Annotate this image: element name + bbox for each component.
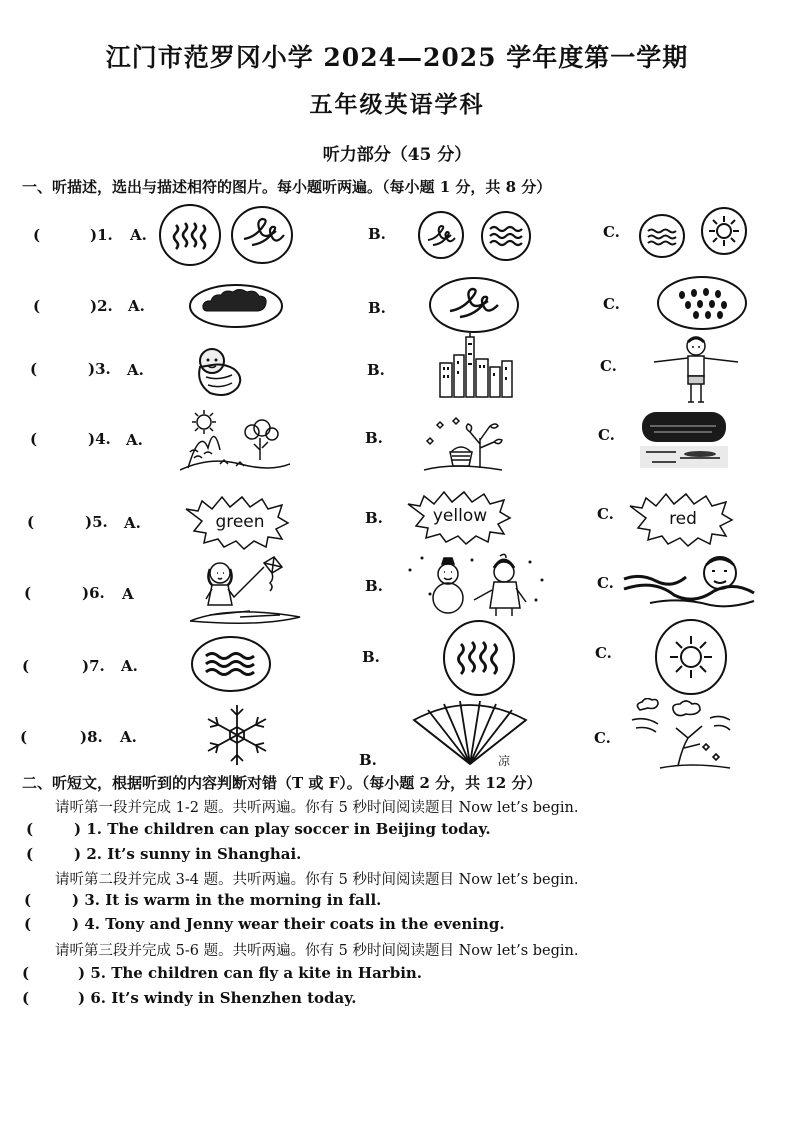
section1-heading: 一、听描述，选出与描述相符的图片。每小题听两遍。（每小题 1 分，共 8 分）	[22, 178, 552, 196]
option-b-label: B.	[368, 225, 386, 243]
snowman-icon	[400, 550, 550, 618]
question-number: )6.	[82, 584, 105, 602]
page-title: 江门市范罗冈小学 2024—2025 学年度第一学期	[105, 43, 689, 72]
option-b-label: B.	[365, 429, 383, 447]
wrapped-baby-icon	[192, 345, 244, 399]
answer-blank-open[interactable]: (	[30, 360, 38, 378]
wind-icon	[230, 205, 294, 265]
option-b-label: B.	[359, 751, 377, 769]
tf-question-4	[24, 915, 505, 933]
option-a-label: A	[122, 585, 134, 603]
option-a-label: A.	[126, 431, 143, 449]
city-skyline-icon	[436, 333, 516, 399]
option-c-label: C.	[603, 295, 620, 313]
option-a-label: A.	[130, 226, 147, 244]
question-number: )7.	[82, 657, 105, 675]
option-a-label: A.	[124, 514, 141, 532]
answer-blank-open[interactable]: (	[26, 845, 34, 863]
option-b-label: B.	[362, 648, 380, 666]
tf-question-1	[26, 820, 491, 838]
rain-lines-icon	[441, 618, 517, 698]
answer-blank-open[interactable]: (	[22, 989, 30, 1007]
option-c-label: C.	[595, 644, 612, 662]
snowflake-icon	[190, 703, 284, 767]
option-b-label: B.	[365, 577, 383, 595]
swimmer-icon	[620, 553, 758, 613]
sun-icon	[700, 206, 748, 256]
option-c-label: C.	[600, 357, 617, 375]
answer-blank-open[interactable]: (	[33, 226, 41, 244]
leaf-color-label: green	[215, 512, 265, 532]
option-a-label: A.	[127, 361, 144, 379]
tf-question-text: ) 2. It’s sunny in Shanghai.	[74, 845, 302, 863]
option-c-label: C.	[597, 505, 614, 523]
option-a-label: A.	[128, 297, 145, 315]
question-number: )1.	[90, 226, 113, 244]
spring-scene-icon	[180, 408, 290, 478]
leaf-color-label: red	[669, 509, 697, 529]
listening-instruction: 请听第一段并完成 1-2 题。共听两遍。你有 5 秒时间阅读题目 Now let’s begin.	[55, 800, 579, 816]
option-b-label: B.	[368, 299, 386, 317]
answer-blank-open[interactable]: (	[22, 657, 30, 675]
option-a-label: A.	[120, 728, 137, 746]
sun-icon	[654, 618, 728, 696]
tf-question-6	[22, 989, 356, 1007]
option-c-label: C.	[594, 729, 611, 747]
answer-blank-open[interactable]: (	[24, 915, 32, 933]
option-c-label: C.	[598, 426, 615, 444]
answer-blank-open[interactable]: (	[20, 728, 28, 746]
answer-blank-open[interactable]: (	[30, 430, 38, 448]
answer-blank-open[interactable]: (	[27, 513, 35, 531]
answer-blank-open[interactable]: (	[22, 964, 30, 982]
question-number: )3.	[88, 360, 111, 378]
answer-blank-open[interactable]: (	[33, 297, 41, 315]
fan-icon	[410, 700, 530, 766]
night-scene-icon	[640, 408, 728, 470]
option-b-label: B.	[367, 361, 385, 379]
listening-instruction: 请听第三段并完成 5-6 题。共听两遍。你有 5 秒时间阅读题目 Now let’s begin.	[55, 943, 579, 959]
tf-question-text: ) 6. It’s windy in Shenzhen today.	[78, 989, 357, 1007]
windy-tree-icon	[630, 698, 742, 770]
rain-lines-icon	[158, 203, 222, 267]
girl-kite-icon	[190, 555, 302, 625]
option-b-label: B.	[365, 509, 383, 527]
water-waves-icon	[480, 210, 532, 262]
fan-caption: 凉	[498, 754, 511, 768]
boy-swimsuit-icon	[648, 334, 744, 406]
section2-heading: 二、听短文，根据听到的内容判断对错（T 或 F）。（每小题 2 分，共 12 分）	[22, 774, 542, 792]
tf-question-text: ) 5. The children can fly a kite in Harbin.	[78, 964, 423, 982]
option-a-label: A.	[121, 657, 138, 675]
answer-blank-open[interactable]: (	[24, 891, 32, 909]
tf-question-5	[22, 964, 422, 982]
water-waves-icon	[638, 213, 686, 259]
tf-question-text: ) 4. Tony and Jenny wear their coats in the evening.	[72, 915, 505, 933]
tf-question-text: ) 1. The children can play soccer in Beijing today.	[74, 820, 491, 838]
tf-question-3	[24, 891, 381, 909]
answer-blank-open[interactable]: (	[26, 820, 34, 838]
question-number: )2.	[90, 297, 113, 315]
question-number: )4.	[88, 430, 111, 448]
answer-blank-open[interactable]: (	[24, 584, 32, 602]
tf-question-2	[26, 845, 301, 863]
rain-drops-icon	[656, 275, 748, 331]
wind-icon	[428, 275, 520, 335]
wind-icon	[418, 210, 464, 260]
listening-part-heading: 听力部分（45 分）	[322, 145, 472, 165]
question-number: )8.	[80, 728, 103, 746]
cloud-icon	[188, 283, 284, 329]
option-c-label: C.	[597, 574, 614, 592]
water-waves-icon	[190, 635, 272, 693]
tf-question-text: ) 3. It is warm in the morning in fall.	[72, 891, 382, 909]
question-number: )5.	[85, 513, 108, 531]
autumn-tree-icon	[420, 408, 506, 474]
option-c-label: C.	[603, 223, 620, 241]
listening-instruction: 请听第二段并完成 3-4 题。共听两遍。你有 5 秒时间阅读题目 Now let’s begin.	[55, 872, 579, 888]
page-subtitle: 五年级英语学科	[309, 91, 485, 118]
leaf-color-label: yellow	[432, 506, 488, 526]
